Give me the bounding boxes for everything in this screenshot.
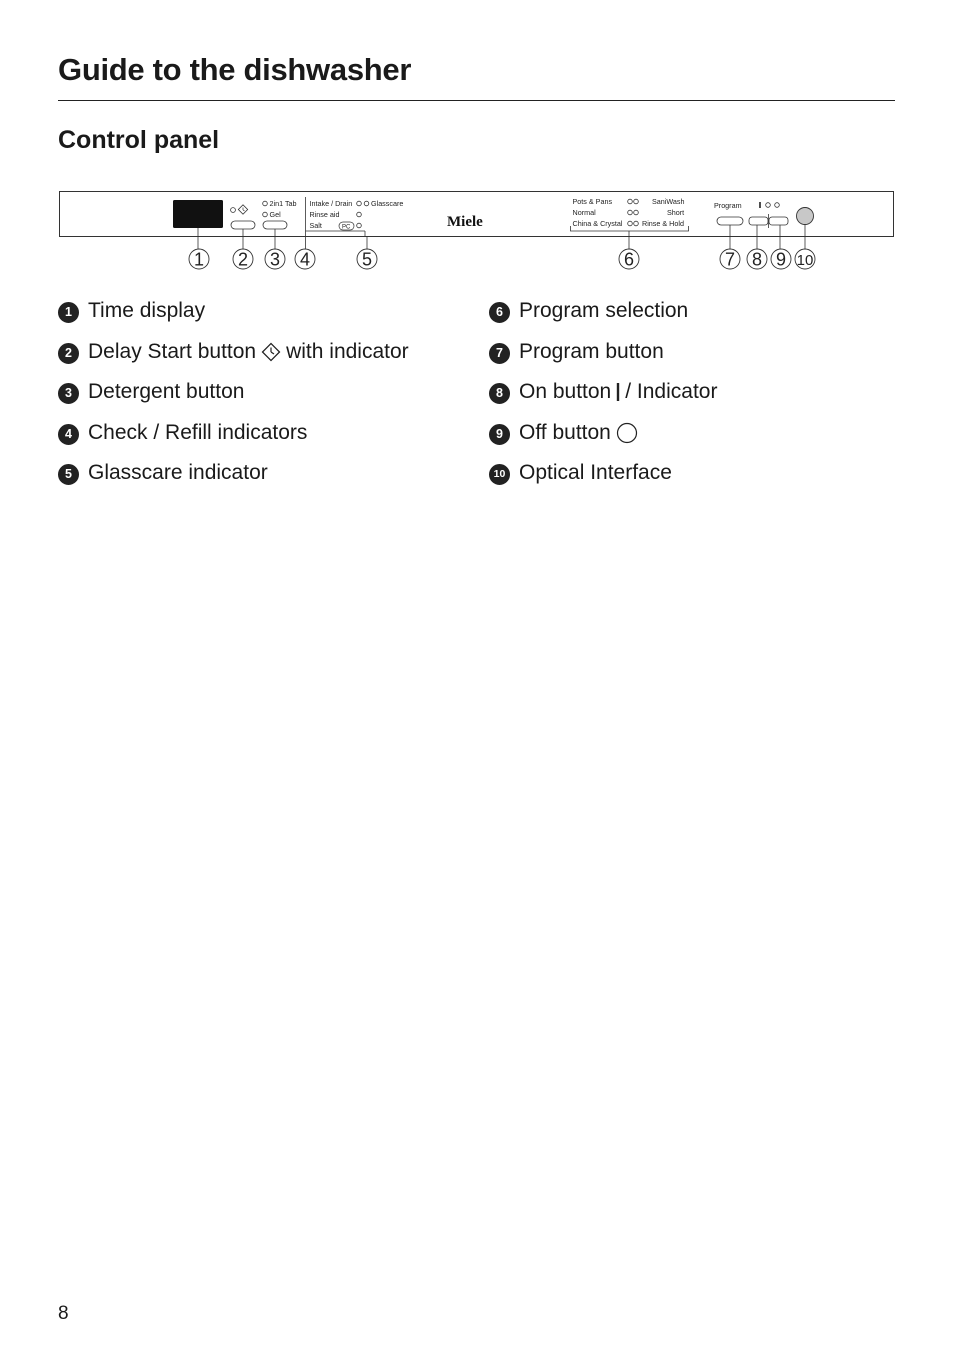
legend-item-on-button (489, 381, 717, 422)
title-divider (58, 100, 895, 101)
optical-interface (797, 208, 814, 225)
legend-text: Delay Start button (88, 339, 257, 363)
legend-number-8: 8 (489, 383, 510, 404)
page-number: 8 (58, 1303, 69, 1324)
label-2in1-tab: 2in1 Tab (269, 199, 297, 208)
time-display (173, 200, 223, 228)
label-short: Short (667, 208, 685, 217)
label-normal: Normal (572, 208, 596, 217)
legend-text: On button (519, 380, 612, 403)
legend-item-detergent (58, 381, 409, 422)
legend-text: Program selection (519, 299, 689, 322)
legend-text: Detergent button (88, 380, 245, 403)
callout-7: 7 (724, 249, 736, 270)
legend-text: Off button (519, 420, 611, 444)
callout-2: 2 (237, 249, 249, 270)
legend-item-glasscare (58, 462, 409, 503)
legend-item-off-button (489, 422, 717, 463)
legend-number-2: 2 (58, 343, 79, 364)
callout-numbers (189, 249, 815, 270)
legend-number-1: 1 (58, 302, 79, 323)
off-symbol-icon (615, 422, 639, 448)
legend-text-suffix: / Indicator (625, 380, 718, 403)
legend-number-5: 5 (58, 464, 79, 485)
callout-10: 10 (796, 252, 814, 269)
callout-5: 5 (361, 249, 373, 270)
callout-4: 4 (299, 249, 311, 270)
delay-start-icon (260, 341, 282, 367)
legend-number-4: 4 (58, 424, 79, 445)
legend-text: Glasscare indicator (88, 461, 268, 484)
legend-number-9: 9 (489, 424, 510, 445)
legend-text: Program button (519, 339, 664, 363)
label-gel: Gel (269, 210, 281, 219)
legend-number-6: 6 (489, 302, 510, 323)
legend-text: Optical Interface (519, 461, 672, 484)
label-intake-drain: Intake / Drain (309, 199, 353, 208)
legend-number-3: 3 (58, 383, 79, 404)
legend-number-7: 7 (489, 343, 510, 364)
label-china-crystal: China & Crystal (572, 219, 623, 228)
legend-item-delay-start (58, 341, 409, 382)
miele-logo: Miele (447, 214, 483, 230)
control-panel-diagram (0, 180, 954, 280)
label-saniwash: SaniWash (652, 197, 685, 206)
callout-9: 9 (775, 249, 787, 270)
legend-text: Check / Refill indicators (88, 420, 308, 444)
page-title: Guide to the dishwasher (58, 52, 412, 87)
legend-text-suffix: with indicator (286, 339, 409, 363)
label-salt: Salt (309, 221, 322, 230)
callout-1: 1 (193, 249, 205, 270)
on-symbol-icon (615, 381, 621, 407)
label-pots-pans: Pots & Pans (572, 197, 613, 206)
label-rinse-aid: Rinse aid (309, 210, 340, 219)
section-title: Control panel (58, 126, 220, 154)
label-rinse-hold: Rinse & Hold (642, 219, 684, 228)
legend-item-check-refill (58, 422, 409, 463)
callout-8: 8 (751, 249, 763, 270)
legend-item-optical-interface (489, 462, 717, 503)
legend-left (58, 300, 409, 503)
label-pc: PC (342, 224, 351, 231)
legend-item-program-selection (489, 300, 717, 341)
callout-3: 3 (269, 249, 281, 270)
legend-item-program-button (489, 341, 717, 382)
legend-number-10: 10 (489, 464, 510, 485)
label-glasscare: Glasscare (371, 199, 404, 208)
legend-right (489, 300, 717, 503)
legend-item-time-display (58, 300, 409, 341)
callout-6: 6 (623, 249, 635, 270)
legend-text: Time display (88, 299, 206, 322)
label-program: Program (714, 201, 742, 210)
